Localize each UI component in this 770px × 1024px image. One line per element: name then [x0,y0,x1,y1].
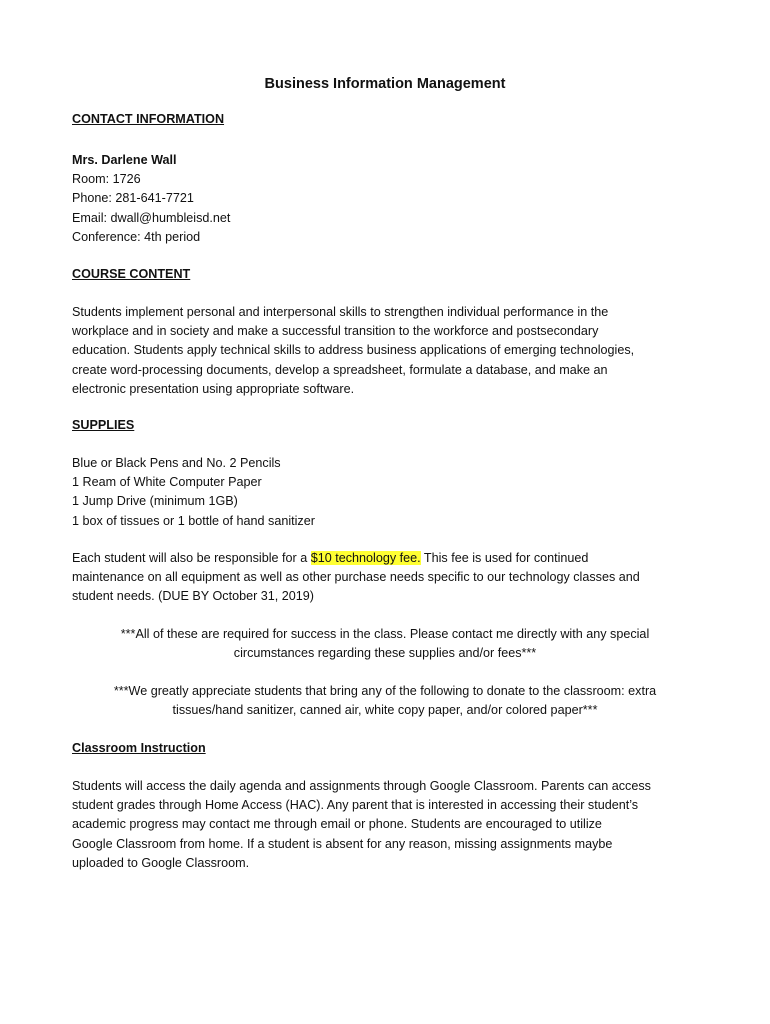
supply-item: Blue or Black Pens and No. 2 Pencils [72,456,281,470]
donate-note [72,682,698,720]
supplies-heading: SUPPLIES [72,418,135,432]
classroom-line: Google Classroom from home. If a student is absent for any reason, missing assignments maybe [72,836,613,851]
teacher-name: Mrs. Darlene Wall [72,153,177,167]
supply-item: 1 box of tissues or 1 bottle of hand sanitizer [72,513,315,528]
supply-item: 1 Ream of White Computer Paper [72,475,262,490]
contact-heading: CONTACT INFORMATION [72,112,225,126]
document-title: Business Information Management [264,76,506,92]
contact-block [72,151,698,247]
fee-highlight: $10 technology fee. [310,551,421,565]
course-heading: COURSE CONTENT [72,267,191,281]
room-number: Room: 1726 [72,172,141,187]
course-paragraph [72,303,698,399]
fee-text-after: This fee is used for continued [420,551,589,565]
classroom-line: academic progress may contact me through email or phone. Students are encouraged to utilize [72,817,602,832]
supplies-list [72,454,698,531]
fee-line [72,549,698,568]
required-note-line: circumstances regarding these supplies and/or fees*** [233,646,537,661]
classroom-heading: Classroom Instruction [72,741,206,755]
course-line: create word-processing documents, develop a spreadsheet, formulate a database, and make an [72,362,608,377]
classroom-line: uploaded to Google Classroom. [72,855,250,870]
fee-line: student needs. (DUE BY October 31, 2019) [72,589,314,604]
fee-line: maintenance on all equipment as well as other purchase needs specific to our technology classes and [72,570,640,585]
fee-text-before: Each student will also be responsible for a [72,551,311,565]
required-note-line: ***All of these are required for success in the class. Please contact me directly with any special [120,627,650,641]
required-note [72,625,698,663]
fee-paragraph [72,549,698,607]
donate-note-line: ***We greatly appreciate students that bring any of the following to donate to the classroom: extra [113,684,657,698]
course-line: workplace and in society and make a successful transition to the workforce and postsecondary [72,324,599,339]
classroom-line: Students will access the daily agenda and assignments through Google Classroom. Parents can access [72,779,651,793]
classroom-line: student grades through Home Access (HAC). Any parent that is interested in accessing their student’s [72,798,639,813]
email-address: Email: dwall@humbleisd.net [72,210,231,225]
phone-number: Phone: 281-641-7721 [72,191,194,206]
course-line: electronic presentation using appropriate software. [72,381,355,396]
course-line: education. Students apply technical skills to address business applications of emerging technologies, [72,343,635,358]
donate-note-line: tissues/hand sanitizer, canned air, white copy paper, and/or colored paper*** [172,703,598,718]
course-line: Students implement personal and interpersonal skills to strengthen individual performance in the [72,305,609,319]
supply-item: 1 Jump Drive (minimum 1GB) [72,494,238,509]
classroom-paragraph [72,777,698,873]
conference-period: Conference: 4th period [72,229,201,244]
